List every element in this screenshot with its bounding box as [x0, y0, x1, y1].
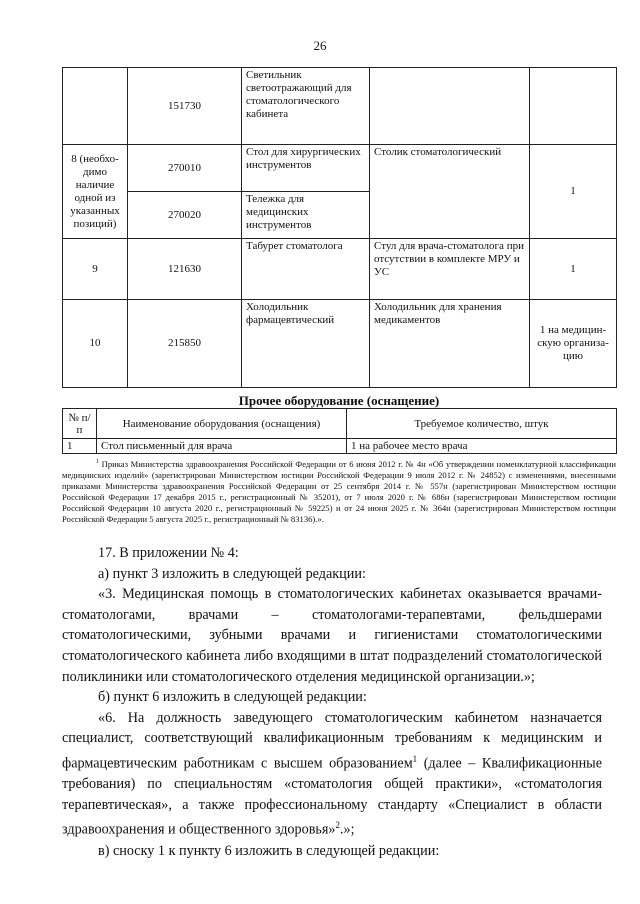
table-row: [63, 239, 617, 300]
equipment-alternative: Холодильник для хранения медикаментов: [370, 300, 530, 388]
paragraph-text: (далее – Квалификационные требования) по специальностям «стоматология общей практики», «стоматология терапевтическая», а также профессиональному стандарту «Специалист в области здравоохранения и общественного здоровья»: [62, 755, 602, 839]
equipment-name: Холодильник фармацевтический: [242, 300, 370, 388]
equipment-name: Тележка для медицинских инструментов: [242, 192, 370, 239]
footnote-reference: 1: [412, 753, 418, 764]
row-number: 10: [63, 300, 128, 388]
equipment-table: [62, 67, 617, 388]
equipment-code: 121630: [128, 239, 242, 300]
footnote: [62, 457, 616, 525]
equipment-quantity: 1: [530, 145, 617, 239]
section-title: Прочее оборудование (оснащение): [238, 393, 440, 408]
row-number: 8 (необхо-димо наличие одной из указанных позиций): [63, 145, 128, 239]
body-text: [62, 543, 602, 861]
equipment-code: 215850: [128, 300, 242, 388]
table-row: [63, 68, 617, 145]
paragraph-text: .»;: [339, 822, 355, 839]
paragraph-text: «6. На должность заведующего стоматологическим кабинетом назначается специалист, соответствующий квалификационным требованиям к медицинским и фармацевтическим работникам с высшем образованием: [62, 709, 602, 772]
equipment-code: 270020: [128, 192, 242, 239]
paragraph: в) сноску 1 к пункту 6 изложить в следующей редакции:: [98, 842, 440, 859]
paragraph: 17. В приложении № 4:: [98, 545, 239, 561]
equipment-alternative: [370, 68, 530, 145]
equipment-name: Светильник светоотражающий для стоматологического кабинета: [242, 68, 370, 145]
equipment-alternative: Стул для врача-стоматолога при отсутствии в комплекте МРУ и УС: [370, 239, 530, 300]
table-header-row: [63, 409, 617, 439]
row-number: [63, 68, 128, 145]
column-header: Наименование оборудования (оснащения): [97, 409, 347, 439]
column-header: № п/п: [63, 409, 97, 439]
equipment-name: Табурет стоматолога: [242, 239, 370, 300]
footnote-text: Приказ Министерства здравоохранения Российской Федерации от 6 июня 2012 г. № 4н «Об утверждении номенклатурной классификации медицинских изделий» (зарегистрирован Министерством юстиции Российской Федерации 9 июля 2012 г. № 24852) с изменениями, внесенными приказами Министерства здравоохранения Российской Федерации от 25 сентября 2014 г. № 557н (зарегистрирован Министерством юстиции Российской Федерации 17 декабря 2015 г., регистрационный № 35201), от 7 июля 2020 г. № 686н (зарегистрирован Министерством юстиции Российской Федерации 10 августа 2020 г., регистрационный № 59225) и от 24 июня 2025 г. № 364н (зарегистрирован Министерством юстиции Российской Федерации 5 августа 2025 г., регистрационный № 83136).».: [62, 458, 616, 524]
table-row: [63, 300, 617, 388]
equipment-code: 151730: [128, 68, 242, 145]
equipment-quantity: 1: [530, 239, 617, 300]
table-cell: Стол письменный для врача: [97, 439, 347, 454]
other-equipment-table: [62, 408, 617, 454]
paragraph: [62, 708, 602, 841]
column-header: Требуемое количество, штук: [347, 409, 617, 439]
equipment-alternative: Столик стоматологический: [370, 145, 530, 239]
table-row: [63, 145, 617, 192]
equipment-quantity: [530, 68, 617, 145]
table-row: [63, 439, 617, 454]
row-number: 9: [63, 239, 128, 300]
equipment-name: Стол для хирургических инструментов: [242, 145, 370, 192]
footnote-marker: 1: [96, 459, 99, 465]
footnote-reference: 2: [335, 820, 340, 831]
equipment-code: 270010: [128, 145, 242, 192]
table-cell: 1: [63, 439, 97, 454]
equipment-quantity: 1 на медицин-скую организа-цию: [530, 300, 617, 388]
paragraph: «3. Медицинская помощь в стоматологических кабинетах оказывается врачами-стоматологами, врачами – стоматологами-терапевтами, фельдшерами стоматологическими, зубными врачами и гигиенистами стоматологическими стоматологического кабинета либо входящими в штат подразделений стоматологической поликлиники или стоматологического отделения медицинской организации.»;: [62, 586, 602, 685]
paragraph: а) пункт 3 изложить в следующей редакции:: [98, 565, 366, 582]
paragraph: б) пункт 6 изложить в следующей редакции:: [98, 689, 367, 706]
table-cell: 1 на рабочее место врача: [347, 439, 617, 454]
page-number: 26: [313, 38, 327, 53]
